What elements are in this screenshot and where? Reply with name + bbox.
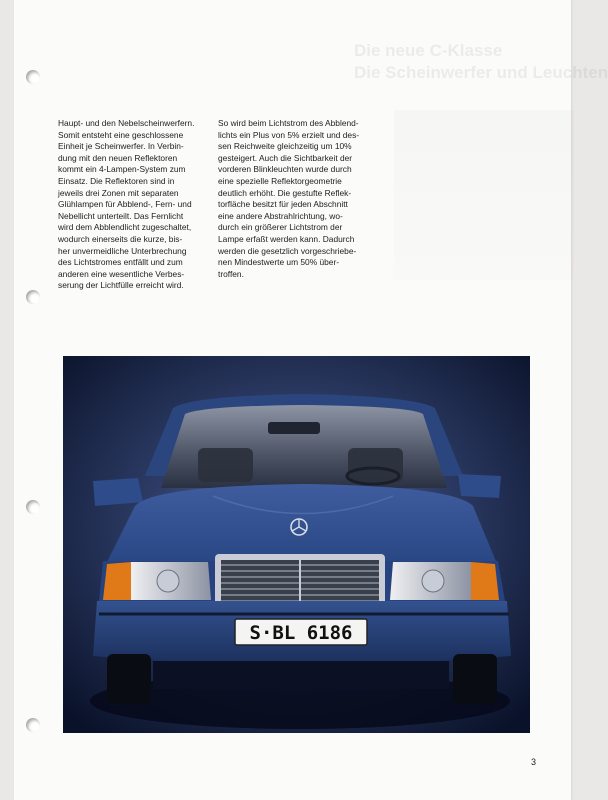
bleed-through-line-1: Die neue C-Klasse xyxy=(354,41,503,60)
right-column-paragraph: So wird beim Lichtstrom des Abblend- lichts ein Plus von 5% erzielt und des- sen Reichweite gleichzeitig um 10% gesteigert. Auch die Sichtbarkeit der vorderen Blinkleuchten wurde durch eine spezielle Reflektorgeometrie deutlich erhöht. Die gestufte Reflek- torfläche besitzt für jeden Abschnitt eine andere Abstrahlrichtung, wo- durch ein größerer Lichtstrom der Lampe erfaßt werden kann. Dadurch werden die gesetzlich vorgeschriebe- nen Mindestwerte um 50% über- troffen. xyxy=(218,118,360,279)
bleed-through-text-block xyxy=(394,110,574,280)
car-front-photo xyxy=(63,356,530,733)
punch-hole-bottom xyxy=(26,718,40,732)
bleed-through-line-2: Die Scheinwerfer und Leuchten xyxy=(354,63,608,82)
side-mirror-left xyxy=(93,478,143,506)
tire-left xyxy=(107,654,151,704)
headlight-left-lens xyxy=(157,570,179,592)
license-plate xyxy=(235,619,367,645)
punch-hole-lower xyxy=(26,500,40,514)
bleed-through-heading xyxy=(354,40,608,84)
text-column-right xyxy=(218,118,368,280)
punch-hole-middle xyxy=(26,290,40,304)
seat-right xyxy=(348,448,403,482)
under-body xyxy=(153,661,449,689)
left-column-paragraph: Haupt- und den Nebelscheinwerfern. Somit entsteht eine geschlossene Einheit je Scheinwerfer. In Verbin- dung mit den neuen Reflektoren kommt ein 4-Lampen-System zum Einsatz. Die Reflektoren sind in jeweils drei Zonen mit separaten Glühlampen für Abblend-, Fern- und Nebellicht unterteilt. Das Fernlicht wird dem Abblendlicht zugeschaltet, wodurch einerseits die kurze, bis- her unvermeidliche Unterbrechung des Lichtstromes entfällt und zum anderen eine wesentliche Verbes- serung der Lichtfülle erreicht wird. xyxy=(58,118,195,291)
hood xyxy=(105,484,498,566)
license-plate-text: S·BL 6186 xyxy=(249,622,353,644)
page-number: 3 xyxy=(531,757,537,767)
turn-signal-left xyxy=(103,562,131,600)
rear-view-mirror xyxy=(268,422,320,434)
side-mirror-right xyxy=(458,474,501,498)
seat-left xyxy=(198,448,253,482)
turn-signal-right xyxy=(471,562,499,600)
text-column-left xyxy=(58,118,208,292)
punch-hole-top xyxy=(26,70,40,84)
headlight-right-lens xyxy=(422,570,444,592)
tire-right xyxy=(453,654,497,704)
